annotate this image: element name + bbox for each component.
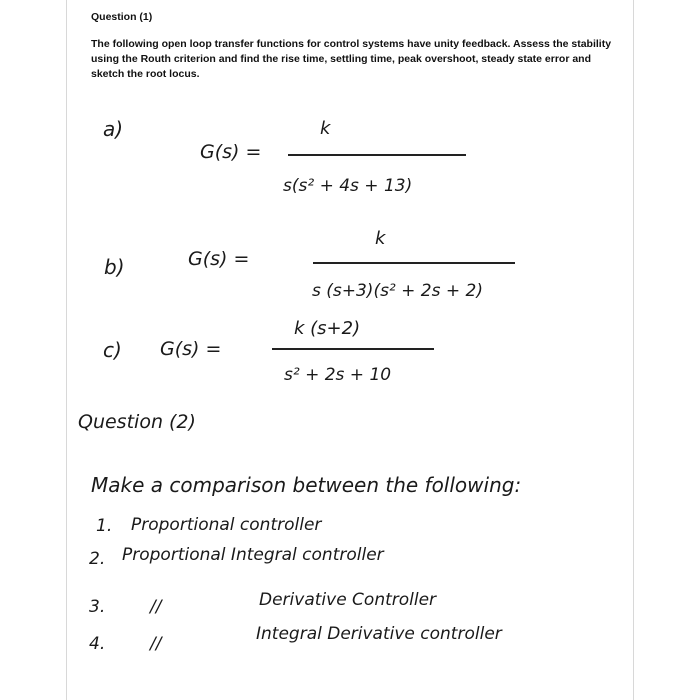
eq-a-lhs: G(s) = — [200, 141, 262, 163]
item-4-ditto: // — [150, 634, 162, 654]
eq-a-label: a) — [103, 117, 124, 141]
eq-c-denominator: s² + 2s + 10 — [284, 365, 392, 385]
eq-b-fraction-line — [313, 262, 515, 264]
item-3-text: Derivative Controller — [259, 590, 437, 610]
question1-title: Question (1) — [91, 11, 153, 23]
eq-b-lhs: G(s) = — [188, 248, 250, 270]
page-border-left — [66, 0, 67, 700]
page-border-right — [633, 0, 634, 700]
item-2-number: 2. — [89, 549, 106, 569]
question2-title: Question (2) — [78, 411, 196, 433]
eq-c-lhs: G(s) = — [160, 338, 222, 360]
eq-a-fraction-line — [288, 154, 466, 156]
eq-b-numerator: k — [375, 228, 386, 249]
eq-b-label: b) — [104, 255, 125, 279]
eq-a-denominator: s(s² + 4s + 13) — [283, 176, 413, 196]
question1-text: The following open loop transfer functions for control systems have unity feedback. Assess the stability using the Routh criterion and find the rise time, settling time, peak overshoot, steady state error and sketch the root locus. — [91, 38, 612, 80]
item-1-number: 1. — [96, 516, 113, 536]
eq-c-fraction-line — [272, 348, 434, 350]
item-3-number: 3. — [89, 597, 106, 617]
item-4-number: 4. — [89, 634, 106, 654]
item-2-text: Proportional Integral controller — [122, 545, 384, 565]
item-3-ditto: // — [150, 597, 162, 617]
eq-b-denominator: s (s+3)(s² + 2s + 2) — [312, 281, 483, 301]
item-4-text: Integral Derivative controller — [256, 624, 502, 644]
item-1-text: Proportional controller — [131, 515, 322, 535]
eq-a-numerator: k — [320, 118, 331, 139]
question2-heading: Make a comparison between the following: — [91, 473, 522, 497]
eq-c-numerator: k (s+2) — [294, 318, 361, 339]
eq-c-label: c) — [103, 338, 122, 362]
